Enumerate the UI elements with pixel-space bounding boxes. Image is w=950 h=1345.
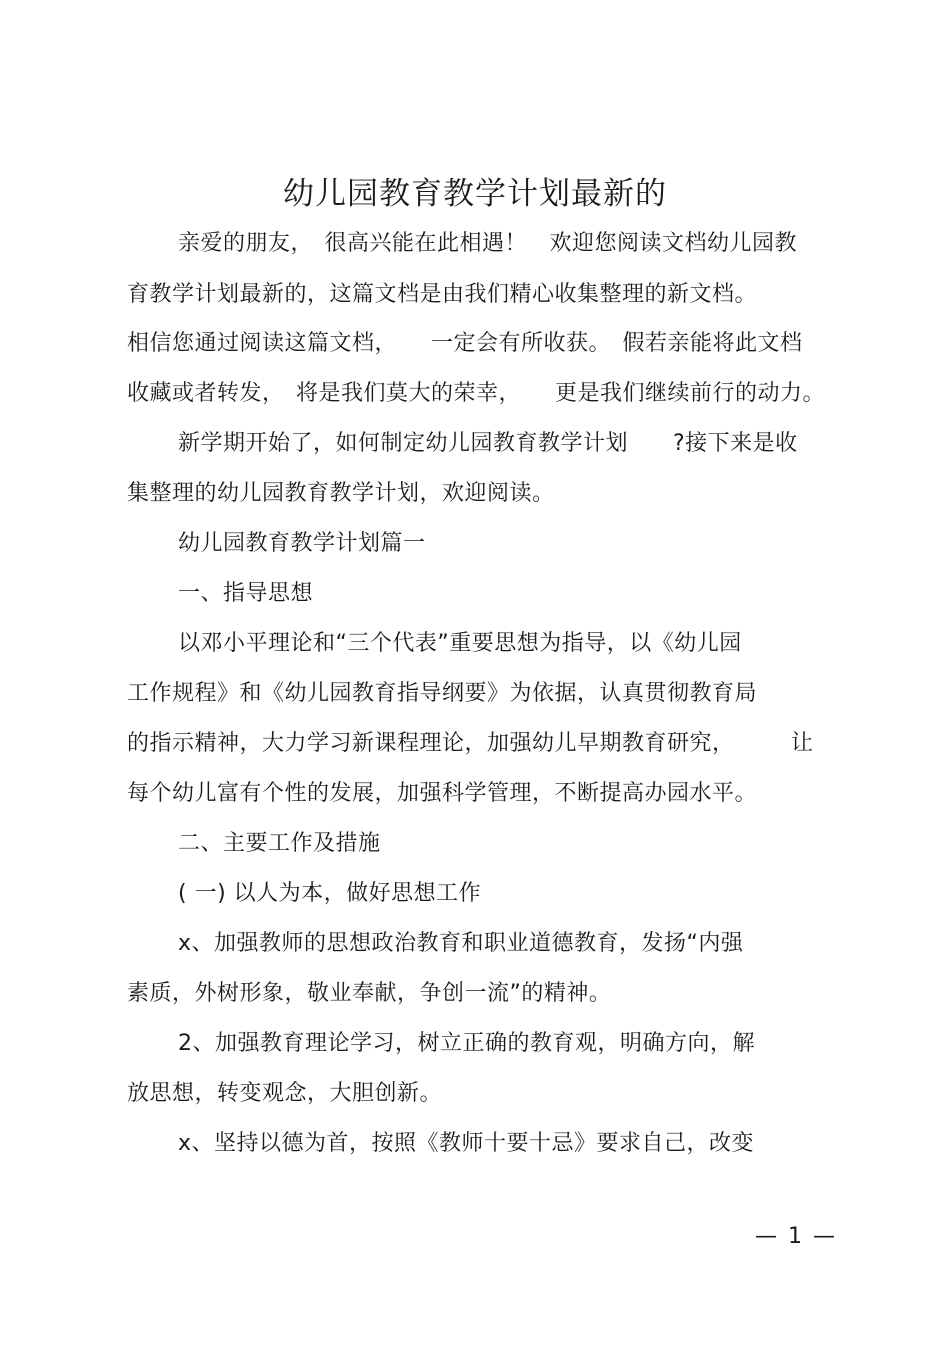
- section-heading: 幼儿园教育教学计划篇一: [178, 531, 426, 556]
- section-heading: 二、主要工作及措施: [178, 831, 381, 856]
- paragraph-line: 收藏或者转发， 将是我们莫大的荣幸， 更是我们继续前行的动力。: [127, 381, 826, 406]
- paragraph-line: 亲爱的朋友， 很高兴能在此相遇！ 欢迎您阅读文档幼儿园教: [178, 231, 798, 256]
- section-heading: ( 一) 以人为本，做好思想工作: [178, 881, 482, 906]
- paragraph-line: 素质，外树形象，敬业奉献，争创一流”的精神。: [127, 981, 612, 1006]
- document-title: 幼儿园教育教学计划最新的: [283, 176, 667, 212]
- paragraph-line: 放思想，转变观念，大胆创新。: [127, 1081, 443, 1106]
- paragraph-line: x、坚持以德为首，按照《教师十要十忌》要求自己，改变: [178, 1131, 755, 1156]
- paragraph-line: 育教学计划最新的，这篇文档是由我们精心收集整理的新文档。: [127, 282, 758, 307]
- paragraph-line: 以邓小平理论和“三个代表”重要思想为指导，以《幼儿园: [178, 631, 742, 656]
- paragraph-line: 工作规程》和《幼儿园教育指导纲要》为依据，认真贯彻教育局: [127, 681, 758, 706]
- paragraph-line: 新学期开始了，如何制定幼儿园教育教学计划 ?接下来是收: [178, 431, 798, 456]
- paragraph-line: 的指示精神，大力学习新课程理论，加强幼儿早期教育研究， 让: [127, 731, 814, 756]
- paragraph-line: 集整理的幼儿园教育教学计划，欢迎阅读。: [127, 481, 555, 506]
- paragraph-line: 2、加强教育理论学习，树立正确的教育观，明确方向，解: [178, 1031, 755, 1056]
- paragraph-line: 相信您通过阅读这篇文档， 一定会有所收获。 假若亲能将此文档: [127, 331, 803, 356]
- page-number: — 1 —: [755, 1224, 837, 1249]
- paragraph-line: x、加强教师的思想政治教育和职业道德教育，发扬“内强: [178, 931, 744, 956]
- section-heading: 一、指导思想: [178, 581, 314, 606]
- paragraph-line: 每个幼儿富有个性的发展，加强科学管理，不断提高办园水平。: [127, 781, 758, 806]
